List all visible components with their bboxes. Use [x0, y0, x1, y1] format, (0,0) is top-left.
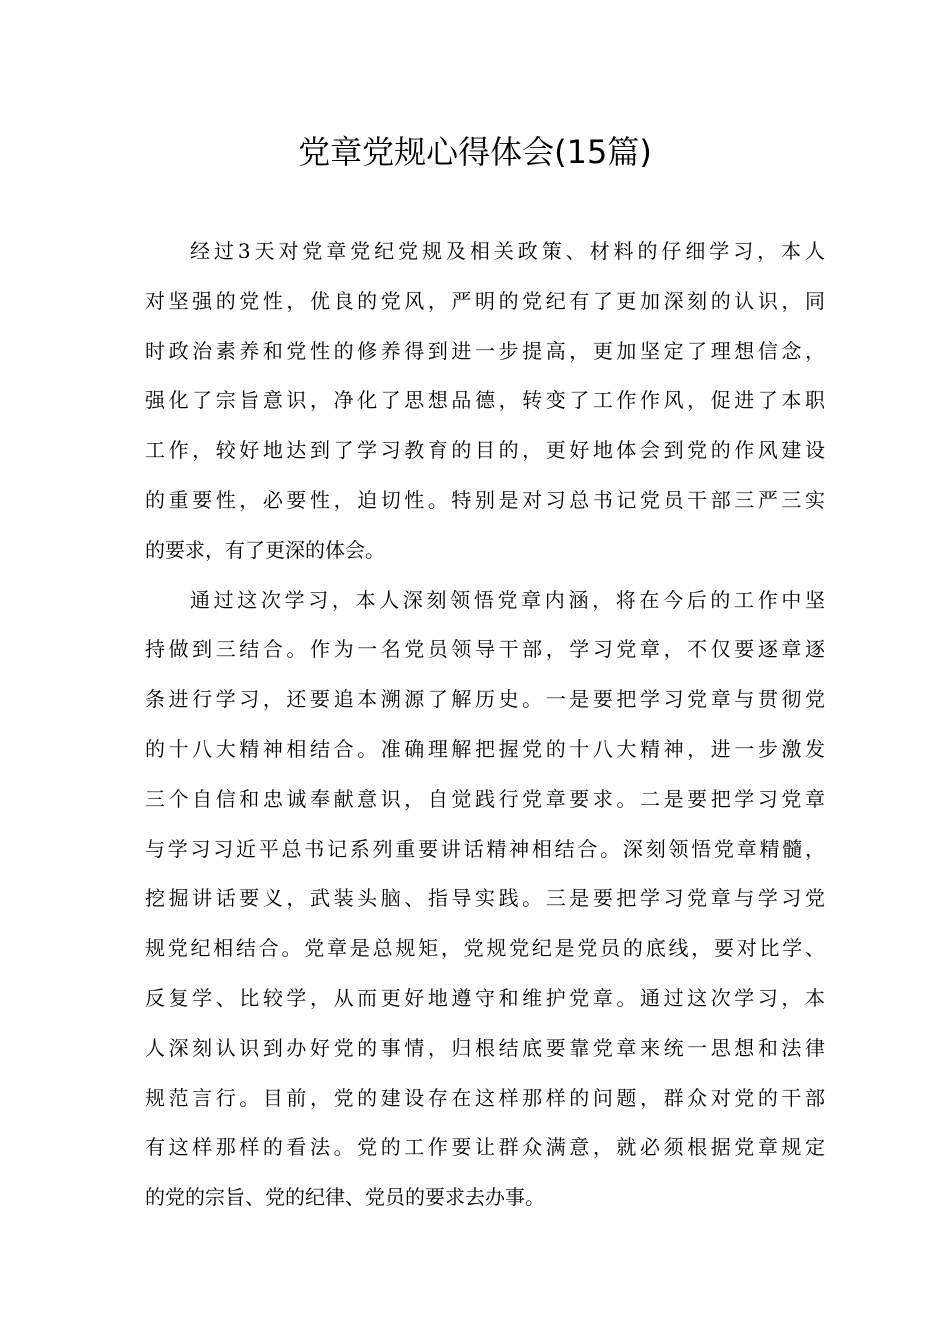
paragraph-line: 通过这次学习，本人深刻领悟党章内涵，将在今后的工作中坚	[190, 587, 825, 612]
paragraph-1	[145, 227, 825, 576]
paragraph-line: 与学习习近平总书记系列重要讲话精神相结合。深刻领悟党章精髓，	[145, 836, 825, 861]
paragraph-2	[145, 576, 825, 1223]
paragraph-line: 规党纪相结合。党章是总规矩，党规党纪是党员的底线，要对比学、	[145, 936, 825, 961]
paragraph-line: 条进行学习，还要追本溯源了解历史。一是要把学习党章与贯彻党	[145, 687, 825, 712]
paragraph-line: 挖掘讲话要义，武装头脑、指导实践。三是要把学习党章与学习党	[145, 886, 825, 911]
paragraph-line: 有这样那样的看法。党的工作要让群众满意，就必须根据党章规定	[145, 1135, 825, 1160]
document-title: 党章党规心得体会(15篇)	[298, 133, 652, 171]
paragraph-line: 规范言行。目前，党的建设存在这样那样的问题，群众对党的干部	[145, 1085, 825, 1110]
paragraph-line: 强化了宗旨意识，净化了思想品德，转变了工作作风，促进了本职	[145, 388, 825, 413]
paragraph-line: 工作，较好地达到了学习教育的目的，更好地体会到党的作风建设	[145, 438, 825, 463]
document-body	[145, 227, 825, 1223]
paragraph-line: 的十八大精神相结合。准确理解把握党的十八大精神，进一步激发	[145, 736, 825, 761]
paragraph-line: 的党的宗旨、党的纪律、党员的要求去办事。	[145, 1185, 545, 1210]
paragraph-line: 时政治素养和党性的修养得到进一步提高，更加坚定了理想信念，	[145, 338, 825, 363]
paragraph-line: 的重要性，必要性，迫切性。特别是对习总书记党员干部三严三实	[145, 487, 825, 512]
paragraph-line: 三个自信和忠诚奉献意识，自觉践行党章要求。二是要把学习党章	[145, 786, 825, 811]
paragraph-line: 经过3天对党章党纪党规及相关政策、材料的仔细学习，本人	[190, 239, 825, 263]
paragraph-line: 对坚强的党性，优良的党风，严明的党纪有了更加深刻的认识，同	[145, 288, 825, 313]
paragraph-line: 的要求，有了更深的体会。	[145, 537, 385, 562]
paragraph-line: 人深刻认识到办好党的事情，归根结底要靠党章来统一思想和法律	[145, 1035, 825, 1060]
paragraph-line: 持做到三结合。作为一名党员领导干部，学习党章，不仅要逐章逐	[145, 637, 825, 662]
paragraph-line: 反复学、比较学，从而更好地遵守和维护党章。通过这次学习，本	[145, 985, 825, 1010]
